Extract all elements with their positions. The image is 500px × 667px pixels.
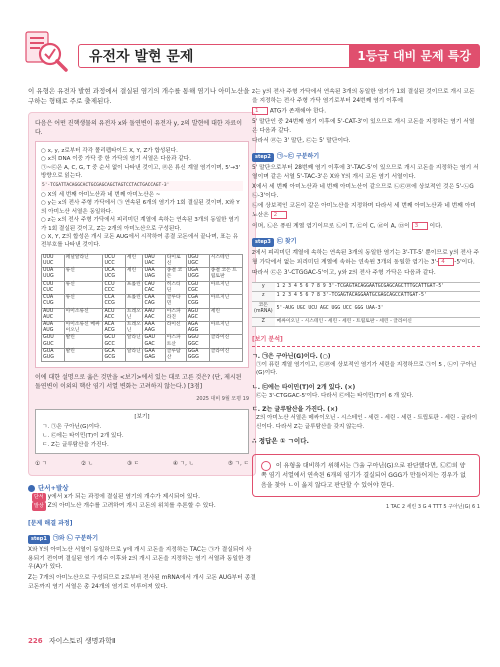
tip-text: 이 유형을 대비하기 위해서는 ㉠을 구아닌(G)으로 판단했다면, ㉡㉢의 양쪽 염기 서열에서 연속된 6개의 염기가 결실되어 GGG가 만들어지는 경우가 없음을 찾아 ㄴ이 옳지 않다고 판단할 수 있어야 한다. [261, 462, 466, 489]
question-box [28, 112, 256, 476]
codon-cell: CUA CUG [42, 295, 65, 308]
codon-row [42, 308, 243, 321]
codon-cell: 알라닌 [125, 348, 143, 361]
title-tag: 1등급 대비 문제 특강 [349, 44, 479, 68]
data-item: ㉠~㉢은 A, C, G, T 중 순서 없이 나타낸 것이고, ㉣은 류신 계열 염기이며, 5'→3' 방향으로 읽는다. [41, 164, 241, 180]
codon-cell: CAU CAC [143, 281, 165, 294]
codon-cell: UCU UCC [103, 254, 125, 267]
step-1: step1 ㉠와 ㉡ 구분하기 [28, 534, 256, 544]
codon-cell: 아스파트산 [165, 335, 186, 348]
solve-title: [문제 해결 과정] [28, 520, 73, 528]
codon-cell: AUA AUG [42, 321, 65, 334]
bogi-item: ㄷ. Z는 글루탐산을 가진다. [42, 442, 109, 449]
codon-cell: GAA GAG [143, 348, 165, 361]
codon-row [42, 268, 243, 281]
codon-cell: 발린 [64, 348, 103, 361]
step-2-para: X에서 세 번째 아미노산과 네 번째 아미노산이 같으므로 ㉡㉢㉣에 상보적인 것은 5'-㉡G㉡-3'이다. [252, 184, 474, 199]
codon-cell: 아스파라진 [165, 308, 186, 321]
title-bar [78, 44, 480, 68]
right-para: 5' 말단인 중 24번째 염기 이후에 5'-CAT-3'이 있으므로 개시 코돈을 지정하는 염기 서열은 다음과 같다. [252, 119, 475, 134]
data-item: ○ X, Y, Z의 합성은 개시 코돈 AUG에서 시작하여 종결 코돈에서 끝나며, 표는 유전부호를 나타낸 것이다. [41, 234, 239, 249]
codon-cell: AGA AGG [186, 321, 209, 334]
choice-5[interactable]: ⑤ ㄱ, ㄷ [227, 461, 249, 468]
fill-box-3: 3 [412, 222, 428, 230]
step-1-badge-icon: step1 [28, 535, 50, 544]
codon-cell: 세린 [125, 268, 143, 281]
hint-tag-icon: 발상 [34, 503, 44, 510]
sequence-table [252, 282, 480, 328]
codon-row [42, 254, 243, 267]
hint-2: 발상 Z의 아미노산 개수를 고려하여 개시 코돈의 위치를 추론할 수 있다. [34, 503, 216, 510]
codon-cell: 프롤린 [125, 281, 143, 294]
codon-cell: 류신 [64, 281, 103, 294]
codon-cell: 시스테인 [209, 254, 242, 267]
codon-cell: GCA GCG [103, 348, 125, 361]
seq-row: Z 메싸이오닌 - 시스테인 - 세린 - 세린 - 트립토판 - 세린 - 글라이신 [252, 317, 480, 327]
hint-1: 단서 y에서 x가 되는 과정에 결실된 염기의 개수가 제시되어 있다. [34, 494, 200, 501]
codon-cell: GAU GAC [143, 335, 165, 348]
codon-cell: 세린 [209, 308, 242, 321]
codon-cell: 글루탐산 [165, 348, 186, 361]
codon-cell: CUU CUC [42, 281, 65, 294]
codon-cell: GGU GGC [186, 335, 209, 348]
codon-cell: AGU AGC [186, 308, 209, 321]
answer-head: ㄷ. Z는 글루탐산을 가진다. (×) [252, 406, 338, 414]
choice-2[interactable]: ② ㄴ [80, 461, 94, 468]
codon-cell: 세린 [125, 254, 143, 267]
codon-cell: GUU GUC [42, 335, 65, 348]
data-item: ○ x, y, z로부터 각각 폴리펩타이드 X, Y, Z가 합성된다. [41, 148, 178, 154]
codon-cell: AAA AAG [143, 321, 165, 334]
answer-body: ㉢는 3'-CTGGAC-5'이다. 다라서 ㉢에는 타이민(T)이 6 개 있다. [256, 392, 414, 399]
codon-row [42, 335, 243, 348]
codon-cell: 발린 [64, 335, 103, 348]
bogi-item: ㄴ. ㉢에는 타이민(T)이 2개 있다. [42, 433, 124, 440]
header [20, 28, 480, 70]
codon-cell: 타이로신 [165, 254, 186, 267]
codon-cell: CGU CGC [186, 281, 209, 294]
question-prompt: 이에 대한 설명으로 옳은 것만을 <보기>에서 있는 대로 고른 것은? (단, 제시된 돌연변이 이외의 핵산 염기 서열 변화는 고려하지 않는다.) [3점] [35, 374, 242, 391]
step-3-para: 따라서 ㉢은 3'-CTGGAC-5'이고, y와 z의 전사 주형 가닥은 다음과 같다. [252, 269, 436, 276]
tip-box [252, 454, 480, 497]
seq-row: z 1 2 3 4 5 6 7 8 3'-TCGAGTACAGGAATGCGAGCAGCCATTGAT-5' [252, 292, 480, 302]
codon-cell: CGA CGG [186, 295, 209, 308]
codon-cell: CCA CCG [103, 295, 125, 308]
codon-cell: 트레오닌 [125, 321, 143, 334]
codon-cell: 글라이신 [209, 348, 242, 361]
codon-cell: UUU UUC [42, 254, 65, 267]
footer [28, 636, 115, 646]
codon-cell: 알라닌 [125, 335, 143, 348]
answer-body: ㉠이 퓨린 계열 염기이고, ㉢㉣에 상보적인 염기가 세린을 지정하므로 ㉠이 5 , ㉡이 구아닌(G)이다. [256, 362, 477, 377]
codon-cell: 글라이신 [209, 335, 242, 348]
bulb-icon [28, 485, 35, 492]
codon-cell: UGA UGG [186, 268, 209, 281]
codon-row [42, 348, 243, 361]
codon-cell: CAA CAG [143, 295, 165, 308]
codon-cell: 라이신 [165, 321, 186, 334]
bogi-title: [보기] [134, 414, 150, 421]
codon-cell: ACA ACG [103, 321, 125, 334]
book-title: 자이스토리 생명과학Ⅱ [48, 637, 116, 645]
codon-cell: UCA UCG [103, 268, 125, 281]
codon-cell: GUA GUG [42, 348, 65, 361]
codon-cell: 아이소류신 [64, 308, 103, 321]
hint-section-title: 단서+발상 [38, 484, 69, 493]
final-answer: ∴ 정답은 ① ㄱ이다. [252, 437, 309, 446]
bogi-item: ㄱ. ㉠은 구아닌(G)이다. [42, 424, 102, 431]
codon-cell: AUU AUC [42, 308, 65, 321]
fill-box-1: 1 [252, 107, 268, 115]
codon-cell: CCU CCC [103, 281, 125, 294]
codon-cell: UAA UAG [143, 268, 165, 281]
fill-box-2: 2 [271, 211, 287, 219]
question-text: 다음은 어떤 진핵생물의 유전자 x와 돌연변이 유전자 y, z의 발현에 대한 자료이다. [35, 120, 243, 136]
codon-cell: ACU ACC [103, 308, 125, 321]
left-column [28, 86, 256, 591]
right-para: z는 y의 전사 주형 가닥에서 연속된 3개의 동일한 염기가 1회 결실된 것이므로 개시 코돈을 지정하는 전사 주형 가닥 염기로부터 24번째 염기 이후에 [252, 89, 475, 104]
seq-row: y 1 2 3 4 5 6 7 8 9 3'-TCGAGTACAGGAATGCGAGCAGCTTTGCATTGAT-5' [252, 282, 480, 292]
codon-row [42, 295, 243, 308]
intro-text: 이 유형은 유전자 발현 과정에서 결실된 염기의 개수를 통해 염기나 아미노산을 구하는 형태로 주로 출제된다. [28, 87, 250, 105]
codon-cell: 아르지닌 [209, 281, 242, 294]
bogi-box [35, 409, 249, 454]
step-2-para: 5' 말단으로부터 28번째 염기 이후에 3'-TAC-5'이 있으므로 개시 코돈을 지정하는 염기 서열이며 같은 서열 5'-TAC-3'은 X와 Y의 개시 코돈 염기 서열이다. [252, 165, 479, 180]
data-item: ○ x의 DNA 이중 가닥 중 한 가닥의 염기 서열은 다음과 같다. [41, 156, 191, 163]
page-title: 유전자 발현 문제 [89, 49, 194, 65]
codon-table [41, 254, 243, 362]
right-column [252, 86, 480, 512]
fill-box-4: 4 [438, 258, 454, 266]
step-1-para: X와 Y의 아미노산 서열이 동일하므로 y에 개시 코돈을 지정하는 TAC는 ㉠가 결실되어 사용되기 전이며 결실된 염기 개수 이후와 z의 개시 코돈을 지정하는 염기 서열과 동일한 경우(A)가 있다. [28, 547, 252, 571]
right-para: 다라서 ㉣는 3' 말단, ㉢는 5' 말단이다. [252, 138, 351, 145]
codon-row [42, 321, 243, 334]
data-item: ○ y는 x의 전사 주형 가닥에서 ㉠ 연속된 6개의 염기가 1회 결실된 것이며, X와 Y의 아미노산 서열은 동일하다. [41, 200, 240, 215]
step-2-para: ㉡에 상보적인 코돈이 같은 아미노산을 지정하며 다라서 세 번째 아미노산과 네 번째 아미노산은 2 [252, 203, 476, 219]
codon-cell: 류신 [64, 295, 103, 308]
source-label: 2025 대비 9월 모평 19 [196, 396, 249, 403]
hint-tag-icon: 단서 [34, 494, 44, 501]
codon-cell: 아르지닌 [209, 295, 242, 308]
codon-cell: 아르지닌 [209, 321, 242, 334]
codon-cell: 종결 코돈 트립토판 [209, 268, 242, 281]
choice-3[interactable]: ③ ㄷ [126, 461, 140, 468]
seq-row: 코돈 (mRNA) 5'-AUG UGC UCU AGC UGG UCC GGG UAA-3' [252, 301, 480, 317]
codon-cell: 트레오닌 [125, 308, 143, 321]
data-item: ○ X의 세 번째 아미노산과 네 번째 아미노산은 ~ [41, 192, 161, 199]
answer-strip: 1 TAC 2 세린 3 G 4 TTT 5 구아닌(G) 6 1 [385, 504, 480, 511]
codon-cell: UUA UUG [42, 268, 65, 281]
step-3-para: z에서 피리미딘 계열에 속하는 연속된 3개의 동일한 염기는 3'-TT-5' 뿐이므로 y의 전사 주형 가닥에서 없는 피리미딘 계열에 속하는 연속된 3개의 동일한 염기는 3'- 4 -5'이다. [252, 250, 480, 266]
data-item: ○ z는 x의 전사 주형 가닥에서 피리미딘 계열에 속하는 연속된 3개의 동일한 염기가 1회 결실된 것이고, Z는 2개의 아미노산으로 구성된다. [41, 217, 240, 232]
step-3: step3 ㉢ 찾기 [252, 237, 480, 247]
codon-cell: GGA GGG [186, 348, 209, 361]
codon-cell: GCU GCC [103, 335, 125, 348]
page-number: 226 [28, 637, 43, 645]
codon-cell: 페닐알라닌 [64, 254, 103, 267]
step-2: step2 ㉠~㉢ 구분하기 [252, 152, 480, 162]
dna-sequence: 5'-TCGATTACAGGCACTGCGAGCAGCTAGTCCTACTGACCAGT-3' [41, 181, 243, 191]
step-1-para: Z는 7개의 아미노산으로 구성되므로 z로부터 전사된 mRNA에서 개시 코돈 AUG부터 종결 코돈까지 염기 서열은 총 24개의 염기로 이루어져 있다. [28, 574, 256, 590]
tip-icon [261, 461, 271, 471]
step-2-badge-icon: step2 [252, 153, 274, 162]
answer-head: ㄱ. ㉠은 구아닌(G)이다. (○) [252, 353, 331, 360]
codon-cell: 히스티딘 [165, 281, 186, 294]
step-2-para: 이며, ㉡은 퓨린 계열 염기이므로 ㉡이 T, ㉢이 C, ㉣이 A, ㉤이 3 이다. [252, 223, 443, 230]
codon-cell: 글루타민 [165, 295, 186, 308]
codon-cell: UAU UAC [143, 254, 165, 267]
answer-body: Z의 아미노산 서열은 메싸이오닌 - 시스테인 - 세린 - 세린 - 세린 - 트립토판 - 세린 - 글라이신이다. 다라서 Z는 글루탐산을 갖지 않는다. [256, 415, 478, 430]
codon-cell: 프롤린 [125, 295, 143, 308]
answer-head: ㄴ. ㉢에는 타이민(T)이 2개 있다. (×) [252, 383, 356, 391]
right-para: 1 ATG가 존재해야 한다. [252, 107, 480, 116]
step-3-badge-icon: step3 [252, 238, 274, 247]
codon-row [42, 281, 243, 294]
codon-cell: 아이소류신 메싸이오닌 [64, 321, 103, 334]
codon-cell: 종결 코돈 [165, 268, 186, 281]
analysis-title: [보기 분석] [252, 335, 480, 347]
choice-1[interactable]: ① ㄱ [35, 461, 48, 468]
choices [35, 460, 249, 469]
codon-cell: 류신 [64, 268, 103, 281]
data-box [35, 141, 249, 368]
choice-4[interactable]: ④ ㄱ, ㄴ [172, 461, 195, 468]
hint-section [28, 484, 256, 493]
codon-cell: AAU AAC [143, 308, 165, 321]
codon-cell: UGU UGC [186, 254, 209, 267]
magnifier-check-icon [20, 28, 74, 74]
